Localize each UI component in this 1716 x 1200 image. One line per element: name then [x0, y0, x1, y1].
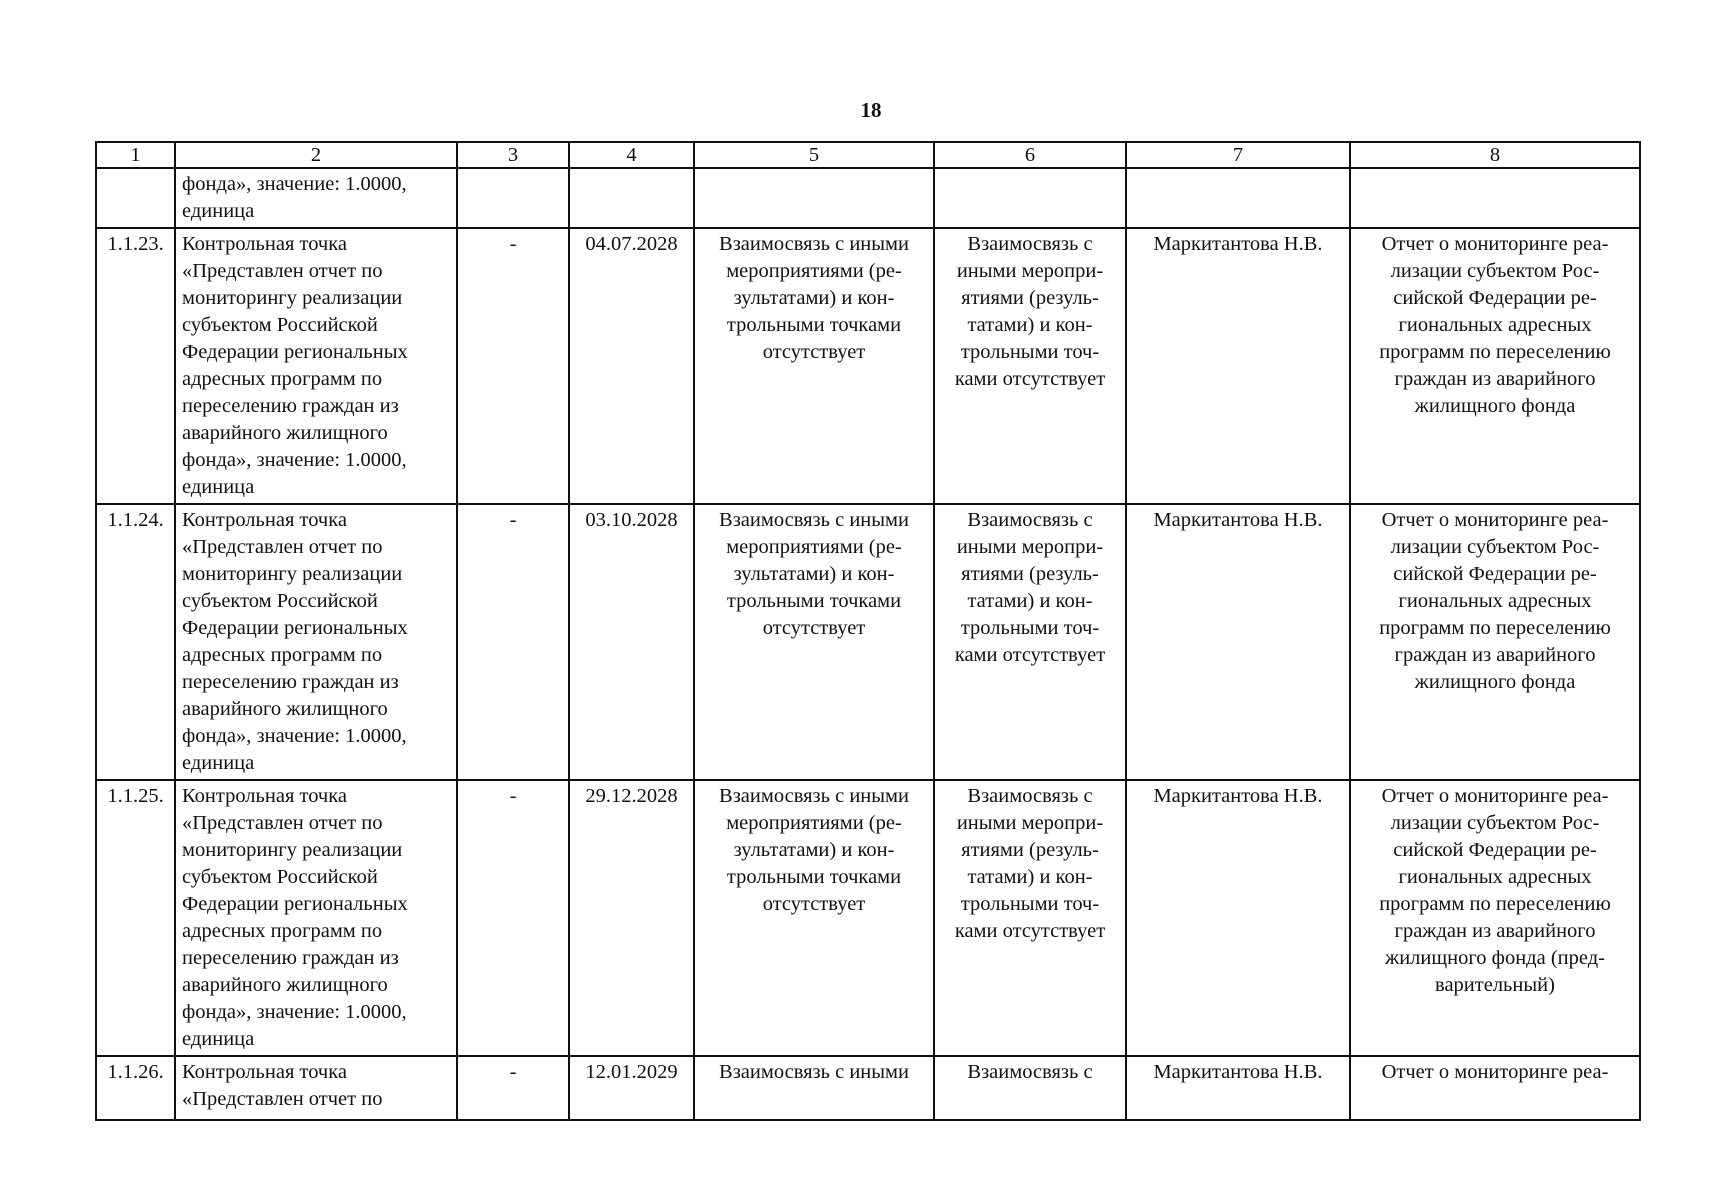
relation-text-col5 — [694, 168, 934, 228]
relation-text-col6 — [934, 168, 1126, 228]
deadline-date: 03.10.2028 — [569, 504, 694, 780]
responsible-person: Маркитантова Н.В. — [1126, 228, 1350, 504]
relation-text-col5: Взаимосвязь с иными — [694, 1056, 934, 1120]
result-document: Отчет о мониторинге реа- лизации субъектом Рос- сийской Федерации ре- гиональных адресных программ по переселению граждан из аварийного жилищного фонда — [1350, 228, 1640, 504]
control-point-name: Контрольная точка «Представлен отчет по мониторингу реализации субъектом Российской Федерации региональных адресных программ по переселению граждан из аварийного жилищного фонда», значение: 1.0000, единица — [175, 228, 457, 504]
header-cell: 7 — [1126, 142, 1350, 168]
header-cell: 8 — [1350, 142, 1640, 168]
header-cell: 3 — [457, 142, 569, 168]
column-3-value — [457, 168, 569, 228]
page-number: 18 — [860, 98, 882, 122]
relation-text-col6: Взаимосвязь с иными меропри- ятиями (резуль- татами) и кон- трольными точ- ками отсутствует — [934, 504, 1126, 780]
result-document: Отчет о мониторинге реа- лизации субъектом Рос- сийской Федерации ре- гиональных адресных программ по переселению граждан из аварийного жилищного фонда — [1350, 504, 1640, 780]
table-row — [96, 504, 1640, 780]
row-number: 1.1.24. — [96, 504, 175, 780]
control-point-name: Контрольная точка «Представлен отчет по мониторингу реализации субъектом Российской Федерации региональных адресных программ по переселению граждан из аварийного жилищного фонда», значение: 1.0000, единица — [175, 780, 457, 1056]
header-row — [96, 142, 1640, 168]
responsible-person: Маркитантова Н.В. — [1126, 1056, 1350, 1120]
deadline-date: 12.01.2029 — [569, 1056, 694, 1120]
table-row — [96, 228, 1640, 504]
column-3-value: - — [457, 780, 569, 1056]
relation-text-col5: Взаимосвязь с иными мероприятиями (ре- зультатами) и кон- трольными точками отсутствует — [694, 780, 934, 1056]
responsible-person: Маркитантова Н.В. — [1126, 780, 1350, 1056]
result-document: Отчет о мониторинге реа- — [1350, 1056, 1640, 1120]
row-number: 1.1.26. — [96, 1056, 175, 1120]
column-3-value: - — [457, 1056, 569, 1120]
header-cell: 4 — [569, 142, 694, 168]
result-document — [1350, 168, 1640, 228]
responsible-person: Маркитантова Н.В. — [1126, 504, 1350, 780]
relation-text-col6: Взаимосвязь с иными меропри- ятиями (резуль- татами) и кон- трольными точ- ками отсутствует — [934, 780, 1126, 1056]
deadline-date: 04.07.2028 — [569, 228, 694, 504]
header-cell: 2 — [175, 142, 457, 168]
column-3-value: - — [457, 228, 569, 504]
column-3-value: - — [457, 504, 569, 780]
table-row — [96, 1056, 1640, 1120]
result-document: Отчет о мониторинге реа- лизации субъектом Рос- сийской Федерации ре- гиональных адресных программ по переселению граждан из аварийного жилищного фонда (пред- варительный) — [1350, 780, 1640, 1056]
control-point-name: Контрольная точка «Представлен отчет по — [175, 1056, 457, 1120]
deadline-date — [569, 168, 694, 228]
table-row — [96, 168, 1640, 228]
relation-text-col6: Взаимосвязь с — [934, 1056, 1126, 1120]
control-points-table — [95, 141, 1641, 1121]
row-number: 1.1.23. — [96, 228, 175, 504]
header-cell: 6 — [934, 142, 1126, 168]
control-point-name: фонда», значение: 1.0000, единица — [175, 168, 457, 228]
control-point-name: Контрольная точка «Представлен отчет по мониторингу реализации субъектом Российской Федерации региональных адресных программ по переселению граждан из аварийного жилищного фонда», значение: 1.0000, единица — [175, 504, 457, 780]
header-cell: 1 — [96, 142, 175, 168]
row-number — [96, 168, 175, 228]
header-cell: 5 — [694, 142, 934, 168]
relation-text-col5: Взаимосвязь с иными мероприятиями (ре- зультатами) и кон- трольными точками отсутствует — [694, 228, 934, 504]
relation-text-col6: Взаимосвязь с иными меропри- ятиями (резуль- татами) и кон- трольными точ- ками отсутствует — [934, 228, 1126, 504]
relation-text-col5: Взаимосвязь с иными мероприятиями (ре- зультатами) и кон- трольными точками отсутствует — [694, 504, 934, 780]
responsible-person — [1126, 168, 1350, 228]
row-number: 1.1.25. — [96, 780, 175, 1056]
table-row — [96, 780, 1640, 1056]
deadline-date: 29.12.2028 — [569, 780, 694, 1056]
